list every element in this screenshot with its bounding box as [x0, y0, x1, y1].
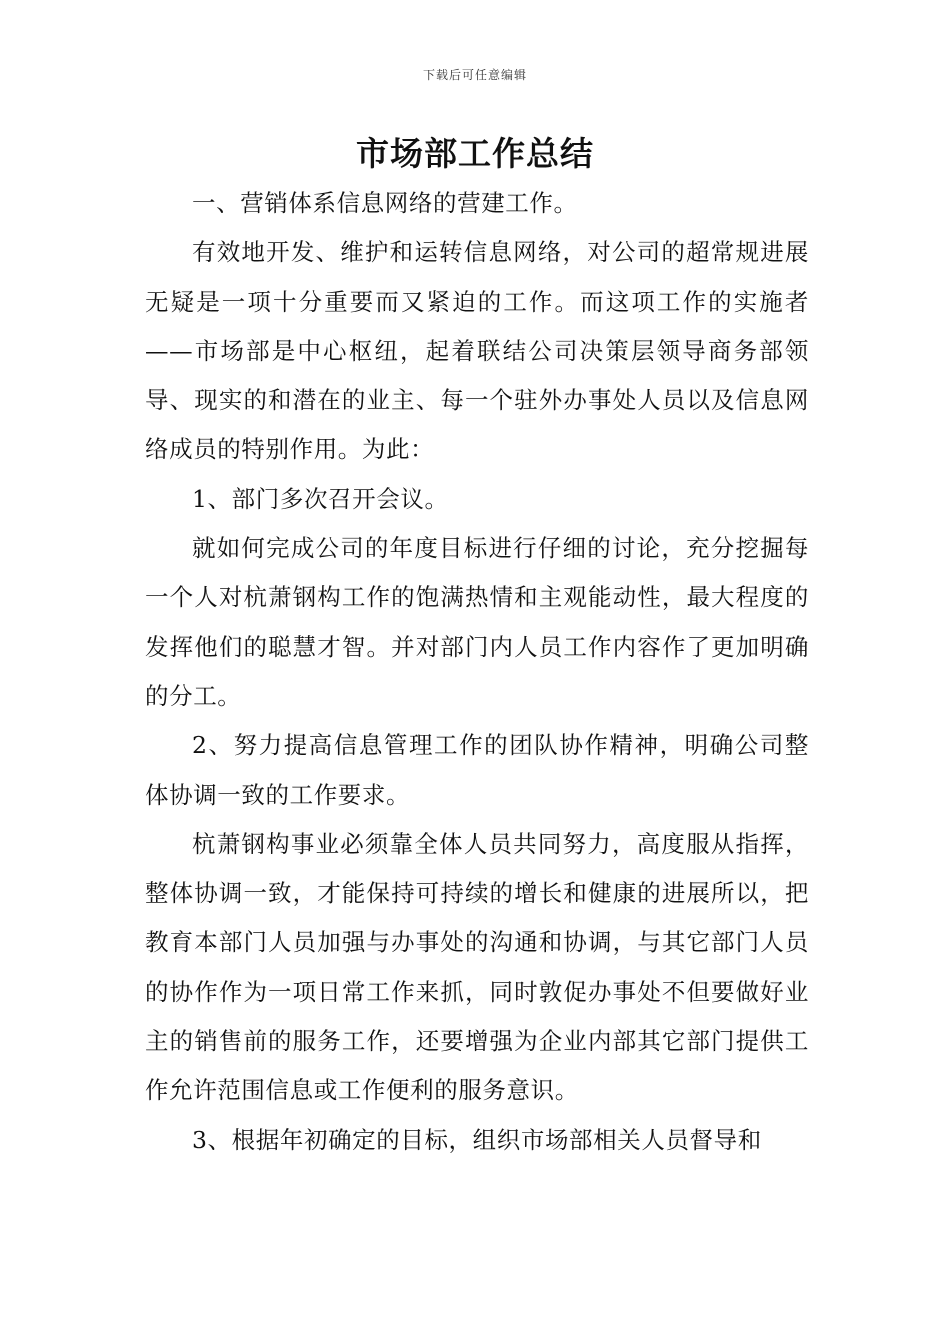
- document-body: [145, 179, 809, 1165]
- list-item-1: 1、部门多次召开会议。: [192, 484, 449, 513]
- list-item-2: 2、努力提高信息管理工作的团队协作精神，明确公司整体协调一致的工作要求。: [145, 731, 809, 809]
- paragraph: 杭萧钢构事业必须靠全体人员共同努力，高度服从指挥，整体协调一致，才能保持可持续的增长和健康的进展所以，把教育本部门人员加强与办事处的沟通和协调，与其它部门人员的协作作为一项日常工作来抓，同时敦促办事处不但要做好业主的销售前的服务工作，还要增强为企业内部其它部门提供工作允许范围信息或工作便利的服务意识。: [145, 829, 809, 1105]
- section-heading-1: 一、营销体系信息网络的营建工作。: [192, 189, 578, 217]
- list-item-3: 3、根据年初确定的目标，组织市场部相关人员督导和: [192, 1125, 762, 1154]
- document-title: 市场部工作总结: [356, 134, 594, 173]
- header-note: 下载后可任意编辑: [422, 68, 527, 82]
- paragraph: 有效地开发、维护和运转信息网络，对公司的超常规进展无疑是一项十分重要而又紧迫的工作。而这项工作的实施者——市场部是中心枢纽，起着联结公司决策层领导商务部领导、现实的和潜在的业主、每一个驻外办事处人员以及信息网络成员的特别作用。为此：: [145, 238, 809, 464]
- paragraph: 就如何完成公司的年度目标进行仔细的讨论，充分挖掘每一个人对杭萧钢构工作的饱满热情和主观能动性，最大程度的发挥他们的聪慧才智。并对部门内人员工作内容作了更加明确的分工。: [145, 534, 809, 710]
